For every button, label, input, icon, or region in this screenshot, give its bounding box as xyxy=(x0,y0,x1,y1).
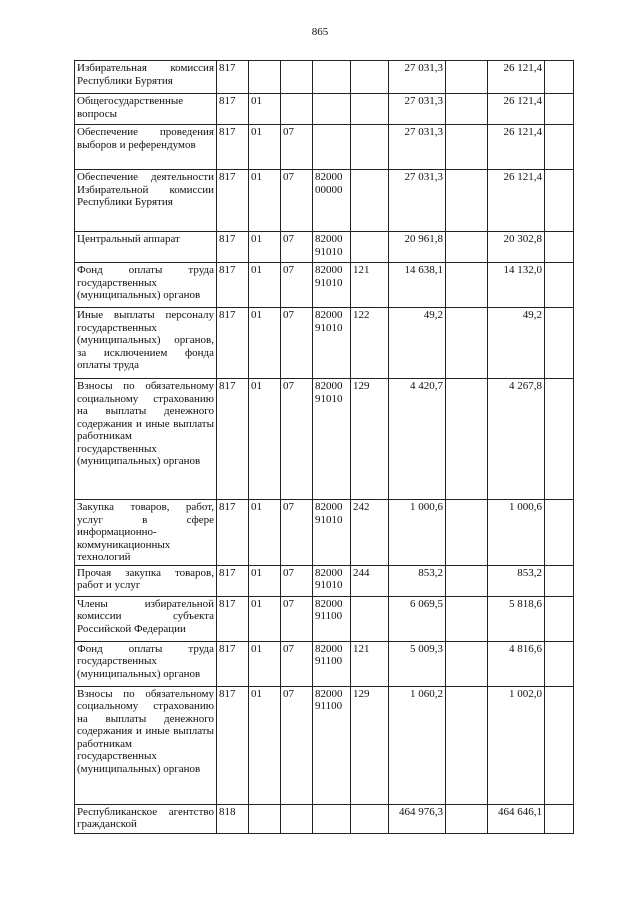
expense-type-cell: 129 xyxy=(351,379,389,500)
empty-cell xyxy=(446,500,488,566)
table-row xyxy=(75,596,574,641)
ministry-code-cell: 817 xyxy=(217,61,249,94)
empty-cell xyxy=(446,125,488,170)
table-row xyxy=(75,125,574,170)
empty-cell xyxy=(545,804,574,833)
section-code-cell: 01 xyxy=(249,125,281,170)
amount-year2-cell: 20 302,8 xyxy=(488,232,545,263)
empty-cell xyxy=(446,641,488,686)
table-row xyxy=(75,263,574,308)
program-code-cell: 82000 91100 xyxy=(313,686,351,804)
row-name-cell: Республиканское агентство гражданской xyxy=(75,804,217,833)
ministry-code-cell: 817 xyxy=(217,94,249,125)
ministry-code-cell: 817 xyxy=(217,596,249,641)
amount-year1-cell: 4 420,7 xyxy=(389,379,446,500)
table-row xyxy=(75,232,574,263)
subsection-code-cell xyxy=(281,804,313,833)
table-row xyxy=(75,379,574,500)
row-name-cell: Обеспечение деятельности Избирательной комиссии Республики Бурятия xyxy=(75,170,217,232)
empty-cell xyxy=(545,308,574,379)
amount-year2-cell: 26 121,4 xyxy=(488,125,545,170)
subsection-code-cell: 07 xyxy=(281,641,313,686)
amount-year1-cell: 464 976,3 xyxy=(389,804,446,833)
expense-type-cell: 122 xyxy=(351,308,389,379)
program-code-cell: 82000 00000 xyxy=(313,170,351,232)
program-code-cell: 82000 91010 xyxy=(313,379,351,500)
subsection-code-cell: 07 xyxy=(281,500,313,566)
row-name-cell: Фонд оплаты труда государственных (муниципальных) органов xyxy=(75,263,217,308)
row-name-cell: Избирательная комиссия Республики Бурятия xyxy=(75,61,217,94)
empty-cell xyxy=(545,596,574,641)
table-row xyxy=(75,500,574,566)
expense-type-cell: 129 xyxy=(351,686,389,804)
table-row xyxy=(75,61,574,94)
subsection-code-cell: 07 xyxy=(281,263,313,308)
subsection-code-cell: 07 xyxy=(281,232,313,263)
table-row xyxy=(75,686,574,804)
amount-year1-cell: 1 060,2 xyxy=(389,686,446,804)
amount-year2-cell: 49,2 xyxy=(488,308,545,379)
empty-cell xyxy=(545,379,574,500)
empty-cell xyxy=(446,94,488,125)
amount-year2-cell: 1 000,6 xyxy=(488,500,545,566)
section-code-cell: 01 xyxy=(249,94,281,125)
expense-type-cell xyxy=(351,61,389,94)
empty-cell xyxy=(446,804,488,833)
subsection-code-cell: 07 xyxy=(281,686,313,804)
subsection-code-cell: 07 xyxy=(281,565,313,596)
section-code-cell xyxy=(249,61,281,94)
amount-year2-cell: 14 132,0 xyxy=(488,263,545,308)
section-code-cell: 01 xyxy=(249,170,281,232)
row-name-cell: Взносы по обязательному социальному страхованию на выплаты денежного содержания и иные выплаты работникам государственных (муниципальных) органов xyxy=(75,686,217,804)
empty-cell xyxy=(446,686,488,804)
table-row xyxy=(75,641,574,686)
empty-cell xyxy=(446,596,488,641)
row-name-cell: Взносы по обязательному социальному страхованию на выплаты денежного содержания и иные выплаты работникам государственных (муниципальных) органов xyxy=(75,379,217,500)
table-row xyxy=(75,565,574,596)
section-code-cell: 01 xyxy=(249,641,281,686)
ministry-code-cell: 817 xyxy=(217,232,249,263)
ministry-code-cell: 817 xyxy=(217,565,249,596)
row-name-cell: Члены избирательной комиссии субъекта Российской Федерации xyxy=(75,596,217,641)
budget-table xyxy=(74,60,574,834)
program-code-cell: 82000 91100 xyxy=(313,596,351,641)
amount-year1-cell: 20 961,8 xyxy=(389,232,446,263)
empty-cell xyxy=(545,263,574,308)
section-code-cell xyxy=(249,804,281,833)
amount-year1-cell: 5 009,3 xyxy=(389,641,446,686)
empty-cell xyxy=(446,263,488,308)
subsection-code-cell: 07 xyxy=(281,596,313,641)
page-number: 865 xyxy=(311,26,329,38)
empty-cell xyxy=(545,94,574,125)
amount-year1-cell: 27 031,3 xyxy=(389,61,446,94)
expense-type-cell xyxy=(351,125,389,170)
program-code-cell: 82000 91010 xyxy=(313,232,351,263)
empty-cell xyxy=(446,61,488,94)
amount-year1-cell: 853,2 xyxy=(389,565,446,596)
expense-type-cell xyxy=(351,170,389,232)
subsection-code-cell: 07 xyxy=(281,379,313,500)
program-code-cell: 82000 91100 xyxy=(313,641,351,686)
section-code-cell: 01 xyxy=(249,308,281,379)
empty-cell xyxy=(545,686,574,804)
table-row xyxy=(75,308,574,379)
amount-year2-cell: 26 121,4 xyxy=(488,170,545,232)
table-row xyxy=(75,94,574,125)
program-code-cell xyxy=(313,804,351,833)
program-code-cell: 82000 91010 xyxy=(313,500,351,566)
amount-year2-cell: 853,2 xyxy=(488,565,545,596)
amount-year1-cell: 49,2 xyxy=(389,308,446,379)
ministry-code-cell: 817 xyxy=(217,686,249,804)
ministry-code-cell: 817 xyxy=(217,641,249,686)
empty-cell xyxy=(545,565,574,596)
section-code-cell: 01 xyxy=(249,500,281,566)
expense-type-cell xyxy=(351,232,389,263)
empty-cell xyxy=(446,308,488,379)
empty-cell xyxy=(545,170,574,232)
empty-cell xyxy=(545,61,574,94)
expense-type-cell: 121 xyxy=(351,641,389,686)
empty-cell xyxy=(545,125,574,170)
amount-year2-cell: 26 121,4 xyxy=(488,61,545,94)
row-name-cell: Центральный аппарат xyxy=(75,232,217,263)
amount-year2-cell: 1 002,0 xyxy=(488,686,545,804)
table-row xyxy=(75,804,574,833)
subsection-code-cell: 07 xyxy=(281,125,313,170)
section-code-cell: 01 xyxy=(249,379,281,500)
amount-year1-cell: 27 031,3 xyxy=(389,170,446,232)
program-code-cell: 82000 91010 xyxy=(313,263,351,308)
amount-year2-cell: 4 267,8 xyxy=(488,379,545,500)
empty-cell xyxy=(545,232,574,263)
subsection-code-cell: 07 xyxy=(281,308,313,379)
expense-type-cell xyxy=(351,804,389,833)
amount-year1-cell: 27 031,3 xyxy=(389,125,446,170)
amount-year2-cell: 4 816,6 xyxy=(488,641,545,686)
budget-table-body xyxy=(75,61,574,834)
expense-type-cell: 121 xyxy=(351,263,389,308)
row-name-cell: Фонд оплаты труда государственных (муниципальных) органов xyxy=(75,641,217,686)
empty-cell xyxy=(545,500,574,566)
expense-type-cell: 242 xyxy=(351,500,389,566)
expense-type-cell xyxy=(351,94,389,125)
ministry-code-cell: 817 xyxy=(217,263,249,308)
expense-type-cell xyxy=(351,596,389,641)
program-code-cell xyxy=(313,94,351,125)
ministry-code-cell: 817 xyxy=(217,308,249,379)
amount-year1-cell: 27 031,3 xyxy=(389,94,446,125)
empty-cell xyxy=(446,379,488,500)
empty-cell xyxy=(446,170,488,232)
row-name-cell: Обеспечение проведения выборов и референдумов xyxy=(75,125,217,170)
program-code-cell xyxy=(313,125,351,170)
amount-year1-cell: 14 638,1 xyxy=(389,263,446,308)
row-name-cell: Иные выплаты персоналу государственных (муниципальных) органов, за исключением фонда оплаты труда xyxy=(75,308,217,379)
empty-cell xyxy=(545,641,574,686)
program-code-cell: 82000 91010 xyxy=(313,565,351,596)
amount-year1-cell: 1 000,6 xyxy=(389,500,446,566)
section-code-cell: 01 xyxy=(249,232,281,263)
section-code-cell: 01 xyxy=(249,596,281,641)
section-code-cell: 01 xyxy=(249,686,281,804)
program-code-cell: 82000 91010 xyxy=(313,308,351,379)
row-name-cell: Общегосударственные вопросы xyxy=(75,94,217,125)
amount-year1-cell: 6 069,5 xyxy=(389,596,446,641)
section-code-cell: 01 xyxy=(249,263,281,308)
ministry-code-cell: 817 xyxy=(217,379,249,500)
section-code-cell: 01 xyxy=(249,565,281,596)
program-code-cell xyxy=(313,61,351,94)
amount-year2-cell: 26 121,4 xyxy=(488,94,545,125)
empty-cell xyxy=(446,565,488,596)
amount-year2-cell: 5 818,6 xyxy=(488,596,545,641)
row-name-cell: Закупка товаров, работ, услуг в сфере информационно-коммуникационных технологий xyxy=(75,500,217,566)
subsection-code-cell: 07 xyxy=(281,170,313,232)
subsection-code-cell xyxy=(281,94,313,125)
empty-cell xyxy=(446,232,488,263)
expense-type-cell: 244 xyxy=(351,565,389,596)
amount-year2-cell: 464 646,1 xyxy=(488,804,545,833)
ministry-code-cell: 818 xyxy=(217,804,249,833)
table-row xyxy=(75,170,574,232)
ministry-code-cell: 817 xyxy=(217,125,249,170)
subsection-code-cell xyxy=(281,61,313,94)
ministry-code-cell: 817 xyxy=(217,170,249,232)
row-name-cell: Прочая закупка товаров, работ и услуг xyxy=(75,565,217,596)
ministry-code-cell: 817 xyxy=(217,500,249,566)
